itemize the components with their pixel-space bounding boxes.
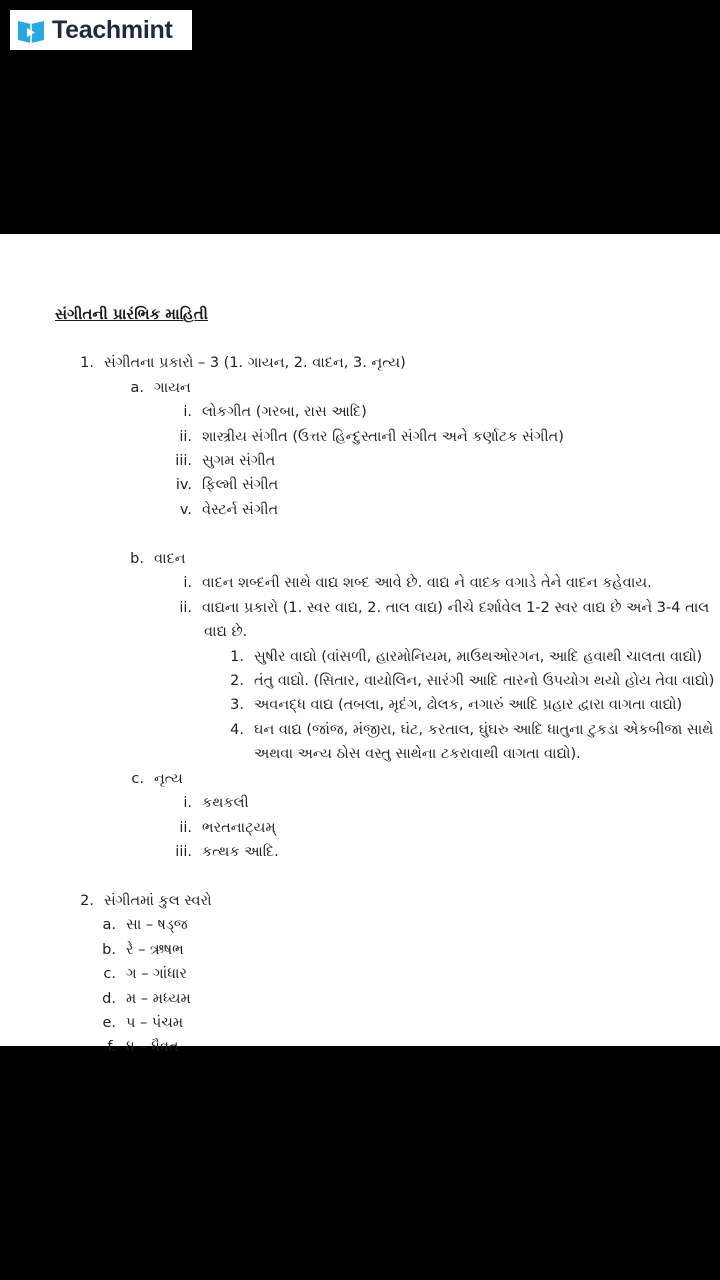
list-item: ii. વાદ્યના પ્રકારો (1. સ્વર વાદ્ય, 2. તાલ વાદ્ય) નીચે દર્શાવેલ 1-2 સ્વર વાદ્ય છે અને 3-4 તાલ — [179, 600, 710, 616]
section-2-text: સંગીતમાં કુલ સ્વરો — [104, 893, 212, 909]
list-item: iii. કત્થક આદિ. — [175, 844, 279, 860]
document-page — [0, 234, 720, 1055]
sub-b: b. વાદન — [130, 551, 186, 567]
list-item-continuation: અથવા અન્ય ઠોસ વસ્તુ સાથેના ટકરાવાથી વાગતા વાદ્યો). — [254, 746, 581, 762]
list-item: iv. ફિલ્મી સંગીત — [175, 477, 279, 493]
brand-name: Teachmint — [52, 15, 173, 44]
list-item: 4. ઘન વાદ્ય (જાંજ, મંજીરા, ઘંટ, કરતાલ, ઘુંઘરુ આદિ ધાતુના ટુકડા એકબીજા સાથે — [230, 722, 714, 738]
teachmint-logo — [10, 10, 192, 50]
list-item: i. વાદન શબ્દની સાથે વાદ્ય શબ્દ આવે છે. વાદ્ય ને વાદક વગાડે તેને વાદન કહેવાય. — [183, 575, 652, 591]
section-1-text: સંગીતના પ્રકારો – 3 (1. ગાયન, 2. વાદન, 3. નૃત્ય) — [104, 355, 406, 371]
list-item: ii. ભરતનાટ્યમ્ — [179, 820, 276, 836]
list-item: i. લોકગીત (ગરબા, રાસ આદિ) — [183, 404, 367, 420]
list-item: i. કથકલી — [183, 795, 249, 811]
document-title: સંગીતની પ્રારંભિક માહિતી — [55, 305, 208, 323]
list-item: b. રે – ઋષભ — [102, 942, 184, 958]
sub-c: c. નૃત્ય — [131, 771, 183, 787]
section-2 — [78, 891, 212, 911]
section-1 — [78, 353, 406, 373]
list-item: 3. અવનદ્ધ વાદ્ય (તબલા, મૃદંગ, ઢોલક, નગારું આદિ પ્રહાર દ્વારા વાગતા વાદ્યો) — [230, 697, 683, 713]
list-item: iii. સુગમ સંગીત — [175, 453, 276, 469]
list-item: c. ગ – ગાંધાર — [103, 966, 187, 982]
teachmint-book-icon — [16, 15, 46, 45]
list-item-continuation: વાદ્ય છે. — [204, 624, 248, 640]
list-item: f. ધ – ધૈવત — [107, 1039, 179, 1055]
list-item: 1. સુષીર વાદ્યો (વાંસળી, હારમોનિયમ, માઉથઓરગન, આદિ હવાથી ચાલતા વાદ્યો) — [230, 649, 703, 665]
section-1-number: 1. — [80, 355, 94, 371]
section-2-number: 2. — [80, 893, 94, 909]
sub-a: a. ગાયન — [130, 380, 191, 396]
list-item: e. પ – પંચમ — [102, 1015, 184, 1031]
list-item: 2. તંતુ વાદ્યો. (સિતાર, વાયોલિન, સારંગી આદિ તારનો ઉપયોગ થયો હોય તેવા વાદ્યો) — [230, 673, 715, 689]
list-item: a. સા – ષડ્જ — [102, 917, 188, 933]
list-item: d. મ – મધ્યમ — [102, 991, 191, 1007]
list-item: v. વેસ્ટર્ન સંગીત — [179, 502, 279, 518]
list-item: ii. શાસ્ત્રીય સંગીત (ઉત્તર હિન્દુસ્તાની સંગીત અને કર્ણાટક સંગીત) — [179, 429, 564, 445]
